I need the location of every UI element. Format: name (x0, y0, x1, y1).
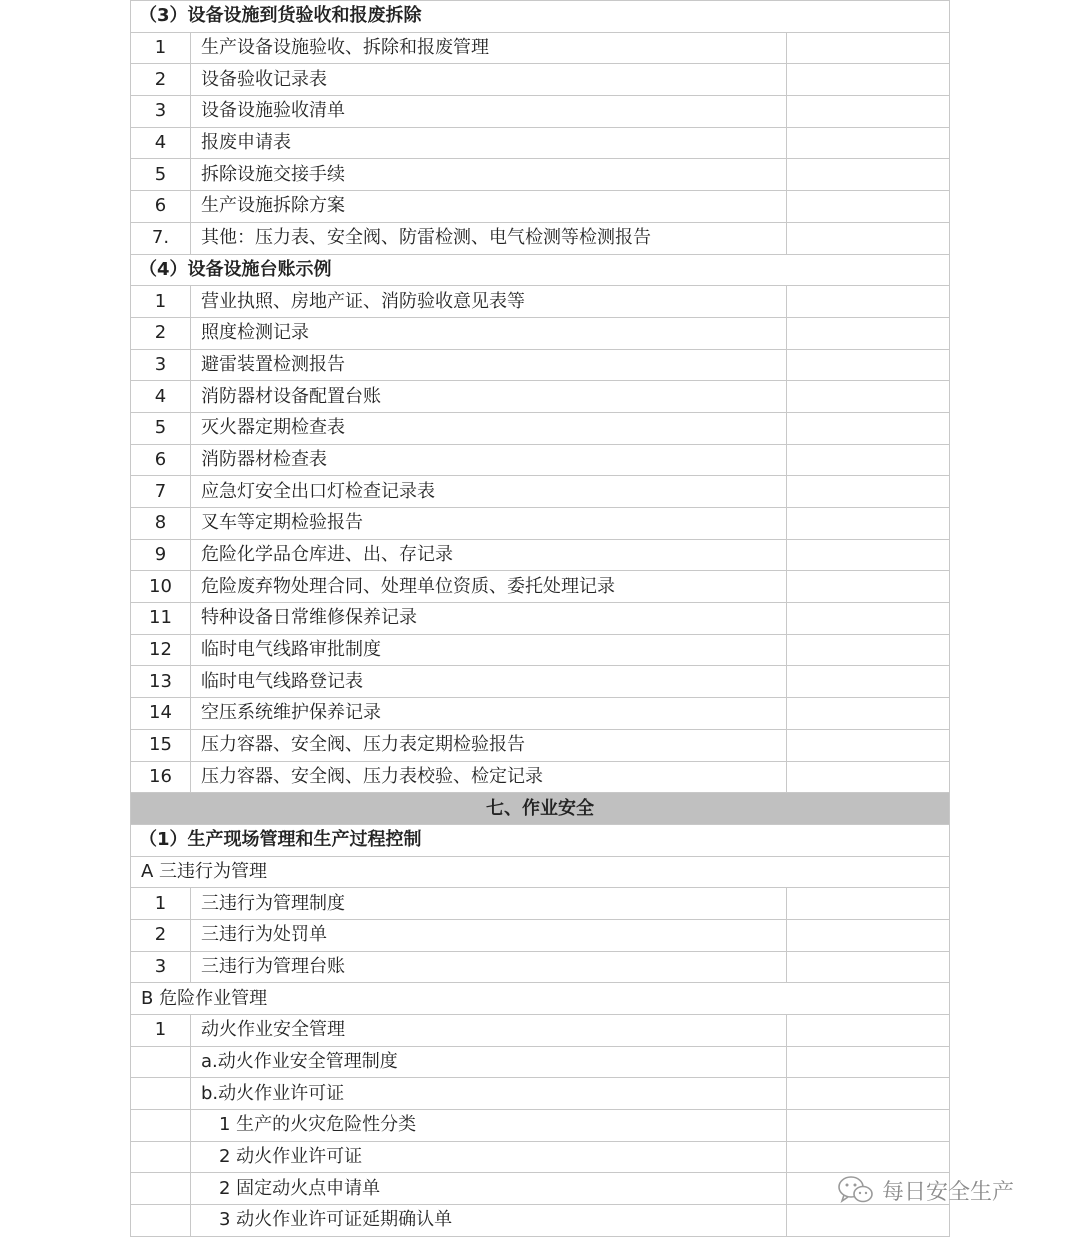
row-text: 危险废弃物处理合同、处理单位资质、委托处理记录 (191, 571, 787, 603)
row-text: 报废申请表 (191, 127, 787, 159)
row-number: 11 (131, 603, 191, 635)
table-row (131, 1110, 950, 1142)
row-number: 6 (131, 191, 191, 223)
row-number: 5 (131, 412, 191, 444)
table-row (131, 1205, 950, 1237)
blank-cell (787, 919, 950, 951)
blank-cell (787, 888, 950, 920)
row-number: 16 (131, 761, 191, 793)
row-number: 2 (131, 64, 191, 96)
row-text: 生产设备设施验收、拆除和报废管理 (191, 32, 787, 64)
group-heading: A 三违行为管理 (131, 856, 950, 888)
table-row (131, 254, 950, 286)
table-row (131, 64, 950, 96)
row-text: 特种设备日常维修保养记录 (191, 603, 787, 635)
blank-cell (787, 1110, 950, 1142)
wechat-icon (836, 1174, 874, 1206)
section-heading: （4）设备设施台账示例 (131, 254, 950, 286)
table-row (131, 1078, 950, 1110)
section-heading: （3）设备设施到货验收和报废拆除 (131, 1, 950, 33)
table-row (131, 32, 950, 64)
row-text: 压力容器、安全阀、压力表定期检验报告 (191, 729, 787, 761)
document-table (130, 0, 950, 1237)
row-text: 临时电气线路审批制度 (191, 634, 787, 666)
row-text: a.动火作业安全管理制度 (191, 1046, 787, 1078)
table-row (131, 127, 950, 159)
row-text: 消防器材设备配置台账 (191, 381, 787, 413)
row-text: 消防器材检查表 (191, 444, 787, 476)
table-row (131, 286, 950, 318)
row-number: 5 (131, 159, 191, 191)
row-number: 2 (131, 919, 191, 951)
row-number: 3 (131, 96, 191, 128)
table-row (131, 476, 950, 508)
row-text: 3 动火作业许可证延期确认单 (191, 1205, 787, 1237)
blank-cell (787, 32, 950, 64)
chapter-heading: 七、作业安全 (131, 793, 950, 825)
row-text: 临时电气线路登记表 (191, 666, 787, 698)
table-row (131, 96, 950, 128)
row-number (131, 1205, 191, 1237)
watermark (836, 1172, 1014, 1208)
blank-cell (787, 317, 950, 349)
table-row (131, 666, 950, 698)
table-row (131, 603, 950, 635)
blank-cell (787, 508, 950, 540)
blank-cell (787, 698, 950, 730)
table-row (131, 951, 950, 983)
row-number: 1 (131, 32, 191, 64)
table-row (131, 698, 950, 730)
row-text: 动火作业安全管理 (191, 1015, 787, 1047)
blank-cell (787, 64, 950, 96)
row-number: 4 (131, 381, 191, 413)
row-text: 1 生产的火灾危险性分类 (191, 1110, 787, 1142)
row-text: 叉车等定期检验报告 (191, 508, 787, 540)
section-heading: （1）生产现场管理和生产过程控制 (131, 824, 950, 856)
table-row (131, 888, 950, 920)
blank-cell (787, 1046, 950, 1078)
row-number: 3 (131, 349, 191, 381)
row-text: 2 固定动火点申请单 (191, 1173, 787, 1205)
row-number (131, 1110, 191, 1142)
blank-cell (787, 222, 950, 254)
table-row (131, 1, 950, 33)
table-row (131, 539, 950, 571)
blank-cell (787, 476, 950, 508)
blank-cell (787, 191, 950, 223)
table-row (131, 381, 950, 413)
blank-cell (787, 666, 950, 698)
blank-cell (787, 349, 950, 381)
blank-cell (787, 539, 950, 571)
row-number: 12 (131, 634, 191, 666)
row-text: 压力容器、安全阀、压力表校验、检定记录 (191, 761, 787, 793)
table-row (131, 571, 950, 603)
row-number: 3 (131, 951, 191, 983)
row-text: b.动火作业许可证 (191, 1078, 787, 1110)
blank-cell (787, 444, 950, 476)
row-number (131, 1141, 191, 1173)
table-row (131, 793, 950, 825)
blank-cell (787, 1205, 950, 1237)
row-text: 三违行为处罚单 (191, 919, 787, 951)
table-row (131, 729, 950, 761)
table-row (131, 159, 950, 191)
table-row (131, 1141, 950, 1173)
table-row (131, 191, 950, 223)
row-number (131, 1046, 191, 1078)
table-row (131, 412, 950, 444)
row-text: 灭火器定期检查表 (191, 412, 787, 444)
blank-cell (787, 729, 950, 761)
blank-cell (787, 1015, 950, 1047)
table-row (131, 634, 950, 666)
row-number: 7. (131, 222, 191, 254)
table-row (131, 1173, 950, 1205)
blank-cell (787, 412, 950, 444)
table-row (131, 1046, 950, 1078)
row-number: 1 (131, 888, 191, 920)
row-number: 7 (131, 476, 191, 508)
row-text: 三违行为管理制度 (191, 888, 787, 920)
table-row (131, 349, 950, 381)
blank-cell (787, 381, 950, 413)
row-text: 拆除设施交接手续 (191, 159, 787, 191)
row-text: 营业执照、房地产证、消防验收意见表等 (191, 286, 787, 318)
blank-cell (787, 571, 950, 603)
blank-cell (787, 286, 950, 318)
table-row (131, 856, 950, 888)
row-text: 应急灯安全出口灯检查记录表 (191, 476, 787, 508)
row-text: 2 动火作业许可证 (191, 1141, 787, 1173)
row-text: 避雷装置检测报告 (191, 349, 787, 381)
blank-cell (787, 159, 950, 191)
row-number: 15 (131, 729, 191, 761)
table-row (131, 1015, 950, 1047)
table-row (131, 761, 950, 793)
blank-cell (787, 1141, 950, 1173)
row-number: 8 (131, 508, 191, 540)
row-text: 危险化学品仓库进、出、存记录 (191, 539, 787, 571)
row-number: 1 (131, 1015, 191, 1047)
row-number: 14 (131, 698, 191, 730)
row-text: 三违行为管理台账 (191, 951, 787, 983)
row-number: 6 (131, 444, 191, 476)
row-text: 照度检测记录 (191, 317, 787, 349)
table-row (131, 919, 950, 951)
table-row (131, 824, 950, 856)
row-number (131, 1078, 191, 1110)
group-heading: B 危险作业管理 (131, 983, 950, 1015)
row-number (131, 1173, 191, 1205)
row-number: 10 (131, 571, 191, 603)
blank-cell (787, 96, 950, 128)
row-text: 其他：压力表、安全阀、防雷检测、电气检测等检测报告 (191, 222, 787, 254)
watermark-text: 每日安全生产 (882, 1179, 1015, 1205)
row-number: 13 (131, 666, 191, 698)
row-number: 9 (131, 539, 191, 571)
row-text: 设备验收记录表 (191, 64, 787, 96)
table-row (131, 444, 950, 476)
row-number: 4 (131, 127, 191, 159)
blank-cell (787, 951, 950, 983)
blank-cell (787, 1078, 950, 1110)
blank-cell (787, 127, 950, 159)
table-row (131, 508, 950, 540)
row-number: 1 (131, 286, 191, 318)
table-row (131, 317, 950, 349)
blank-cell (787, 761, 950, 793)
table-row (131, 222, 950, 254)
row-number: 2 (131, 317, 191, 349)
row-text: 设备设施验收清单 (191, 96, 787, 128)
blank-cell (787, 634, 950, 666)
table-row (131, 983, 950, 1015)
row-text: 空压系统维护保养记录 (191, 698, 787, 730)
row-text: 生产设施拆除方案 (191, 191, 787, 223)
blank-cell (787, 603, 950, 635)
